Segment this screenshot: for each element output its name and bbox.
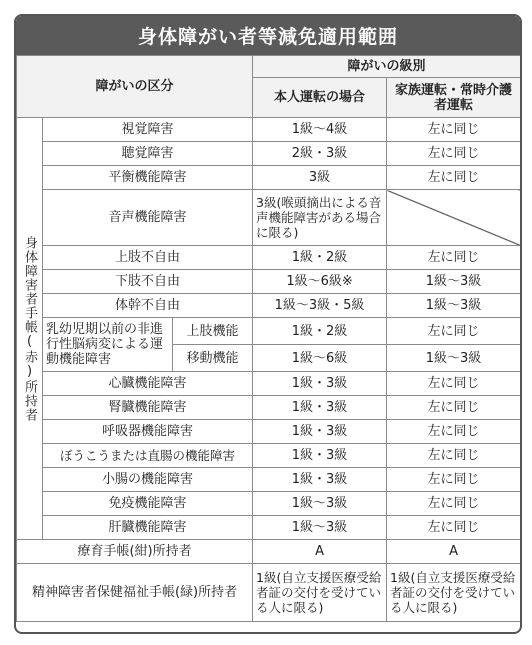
mental-self: 1級(自立支援医療受給者証の交付を受けている人に限る) (253, 564, 387, 622)
row-self: 1級・3級 (253, 444, 387, 468)
table-row (17, 190, 521, 246)
table-row (17, 444, 521, 468)
row-self: 2級・3級 (253, 142, 387, 166)
table-row (17, 270, 521, 294)
reduction-scope-table-panel (14, 14, 522, 634)
ryoiku-self: A (253, 540, 387, 564)
row-family: 左に同じ (387, 372, 521, 396)
row-family: 左に同じ (387, 492, 521, 516)
row-name: 平衡機能障害 (43, 166, 253, 190)
table-row (17, 492, 521, 516)
row-name: 下肢不自由 (43, 270, 253, 294)
header-self-driving: 本人運転の場合 (253, 78, 387, 118)
table-row (17, 118, 521, 142)
header-family-driving: 家族運転・常時介護者運転 (387, 78, 521, 118)
row-family: 1級～3級 (387, 294, 521, 318)
row-family: 左に同じ (387, 468, 521, 492)
row-name: 小腸の機能障害 (43, 468, 253, 492)
header-grade: 障がいの級別 (253, 56, 521, 78)
table-row (17, 516, 521, 540)
row-self: 1級・2級 (253, 246, 387, 270)
row-name: 腎臓機能障害 (43, 396, 253, 420)
table-row (17, 294, 521, 318)
table-row (17, 396, 521, 420)
row-family: 左に同じ (387, 420, 521, 444)
row-name: 視覚障害 (43, 118, 253, 142)
row-family: 左に同じ (387, 246, 521, 270)
row-name: 音声機能障害 (43, 190, 253, 246)
mental-family: 1級(自立支援医療受給者証の交付を受けている人に限る) (387, 564, 521, 622)
ryoiku-family: A (387, 540, 521, 564)
row-family: 左に同じ (387, 516, 521, 540)
row-self: 1級・2級 (253, 318, 387, 345)
row-self: 3級(喉頭摘出による音声機能障害がある場合に限る) (253, 190, 387, 246)
row-name: 免疫機能障害 (43, 492, 253, 516)
table-row (17, 318, 521, 345)
row-family: 1級～3級 (387, 345, 521, 372)
group-label-physical: 身体障害者手帳(赤)所持者 (17, 118, 43, 540)
row-self: 1級・3級 (253, 396, 387, 420)
row-name: 上肢不自由 (43, 246, 253, 270)
row-name: 肝臓機能障害 (43, 516, 253, 540)
table-row (17, 420, 521, 444)
header-category: 障がいの区分 (17, 56, 253, 118)
row-subname: 移動機能 (173, 345, 253, 372)
row-self: 3級 (253, 166, 387, 190)
table-row (17, 246, 521, 270)
row-self: 1級～6級※ (253, 270, 387, 294)
row-family: 左に同じ (387, 396, 521, 420)
row-self: 1級～3級 (253, 516, 387, 540)
table-row (17, 142, 521, 166)
row-subname: 上肢機能 (173, 318, 253, 345)
table-row (17, 540, 521, 564)
reduction-scope-table (16, 55, 521, 622)
row-family-not-applicable (387, 190, 521, 246)
row-name: 呼吸器機能障害 (43, 420, 253, 444)
row-name: 聴覚障害 (43, 142, 253, 166)
row-family: 左に同じ (387, 118, 521, 142)
row-family: 左に同じ (387, 444, 521, 468)
row-self: 1級～6級 (253, 345, 387, 372)
row-self: 1級～3級・5級 (253, 294, 387, 318)
row-name: 心臓機能障害 (43, 372, 253, 396)
table-row (17, 468, 521, 492)
header-row-1 (17, 56, 521, 78)
row-self: 1級～3級 (253, 492, 387, 516)
row-name: 体幹不自由 (43, 294, 253, 318)
row-family: 左に同じ (387, 142, 521, 166)
row-name: ぼうこうまたは直腸の機能障害 (43, 444, 253, 468)
mental-label: 精神障害者保健福祉手帳(緑)所持者 (17, 564, 253, 622)
row-self: 1級～4級 (253, 118, 387, 142)
row-family: 左に同じ (387, 166, 521, 190)
row-family: 1級～3級 (387, 270, 521, 294)
table-row (17, 372, 521, 396)
row-family: 左に同じ (387, 318, 521, 345)
row-self: 1級・3級 (253, 372, 387, 396)
table-row (17, 166, 521, 190)
table-row (17, 564, 521, 622)
row-self: 1級・3級 (253, 468, 387, 492)
cerebral-palsy-label: 乳幼児期以前の非進行性脳病変による運動機能障害 (43, 318, 173, 372)
row-self: 1級・3級 (253, 420, 387, 444)
table-title: 身体障がい者等減免適用範囲 (16, 16, 520, 55)
ryoiku-label: 療育手帳(紺)所持者 (17, 540, 253, 564)
